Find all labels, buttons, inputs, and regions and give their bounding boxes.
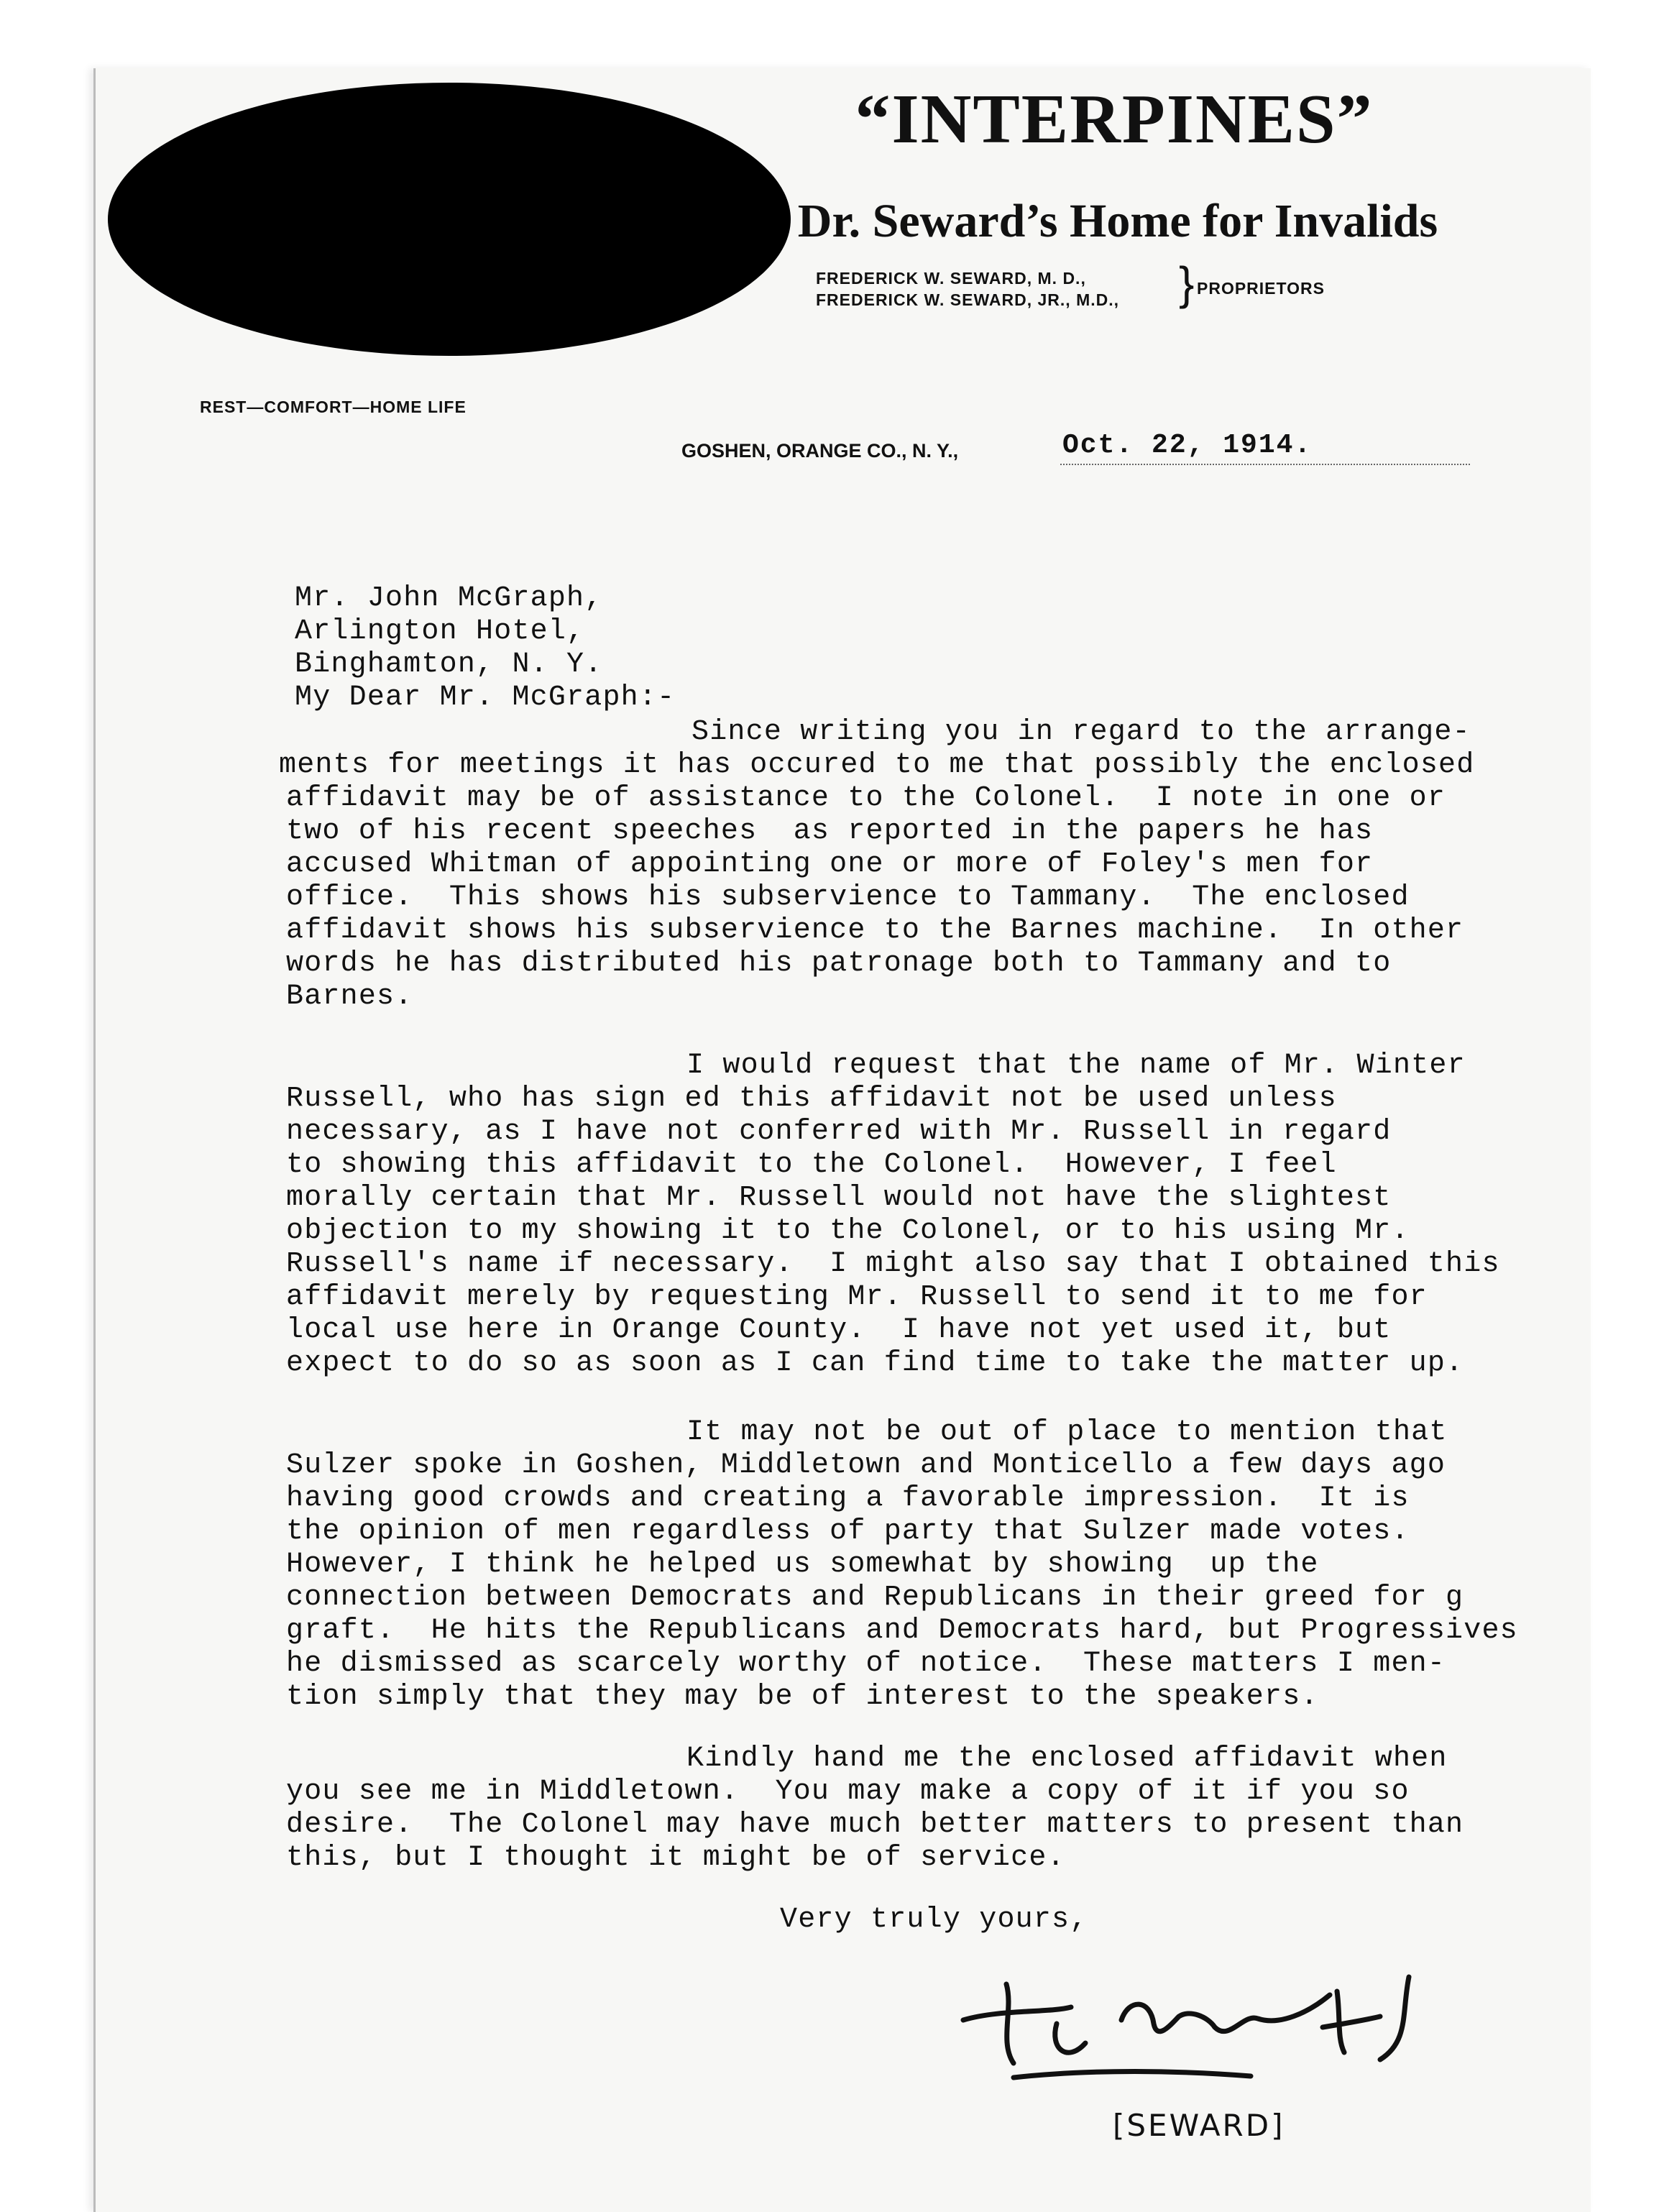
motto: REST—COMFORT—HOME LIFE (200, 398, 467, 416)
body-line: affidavit merely by requesting Mr. Russell to send it to me for (286, 1281, 1428, 1313)
signature-caption: [SEWARD] (1113, 2108, 1285, 2143)
redaction-blot (108, 83, 791, 356)
body-line: Kindly hand me the enclosed affidavit when (686, 1743, 1448, 1775)
body-line: morally certain that Mr. Russell would not have the slightest (286, 1182, 1392, 1214)
body-line: tion simply that they may be of interest to the speakers. (286, 1681, 1319, 1713)
body-line: Since writing you in regard to the arrange- (692, 716, 1471, 748)
body-line: objection to my showing it to the Colonel, or to his using Mr. (286, 1215, 1410, 1247)
salutation: My Dear Mr. McGraph:- (295, 682, 676, 714)
body-line: two of his recent speeches as reported in the papers he has (286, 815, 1374, 848)
body-line: affidavit may be of assistance to the Colonel. I note in one or (286, 782, 1446, 814)
date-underline (1060, 464, 1470, 465)
signature (906, 1955, 1466, 2114)
closing: Very truly yours, (780, 1904, 1088, 1936)
body-line: Russell's name if necessary. I might also say that I obtained this (286, 1248, 1500, 1280)
brace-glyph: } (1179, 257, 1195, 309)
address-line: Arlington Hotel, (295, 615, 585, 648)
proprietor-2: FREDERICK W. SEWARD, JR., M.D., (816, 290, 1120, 309)
body-line: words he has distributed his patronage both to Tammany and to (286, 947, 1392, 980)
body-line: to showing this affidavit to the Colonel. However, I feel (286, 1149, 1337, 1181)
proprietor-1: FREDERICK W. SEWARD, M. D., (816, 269, 1086, 288)
body-line: accused Whitman of appointing one or more of Foley's men for (286, 848, 1374, 881)
body-line: It may not be out of place to mention that (686, 1416, 1448, 1449)
body-line: having good crowds and creating a favorable impression. It is (286, 1482, 1410, 1515)
body-line: graft. He hits the Republicans and Democrats hard, but Progressives (286, 1615, 1518, 1647)
body-line: Russell, who has sign ed this affidavit not be used unless (286, 1083, 1337, 1115)
letterhead-subtitle: Dr. Seward’s Home for Invalids (797, 195, 1438, 247)
body-line: local use here in Orange County. I have not yet used it, but (286, 1314, 1392, 1346)
body-line: desire. The Colonel may have much better matters to present than (286, 1809, 1464, 1841)
proprietor-names (816, 267, 1119, 311)
body-line: you see me in Middletown. You may make a copy of it if you so (286, 1776, 1410, 1808)
body-line: he dismissed as scarcely worthy of notice. These matters I men- (286, 1648, 1446, 1680)
body-line: this, but I thought it might be of service. (286, 1842, 1065, 1874)
body-line: necessary, as I have not conferred with Mr. Russell in regard (286, 1116, 1392, 1148)
proprietors-label: PROPRIETORS (1197, 279, 1325, 298)
place-line: GOSHEN, ORANGE CO., N. Y., (681, 440, 959, 462)
address-line: Mr. John McGraph, (295, 582, 603, 615)
body-line: affidavit shows his subservience to the Barnes machine. In other (286, 914, 1464, 947)
letter-date: Oct. 22, 1914. (1062, 430, 1313, 461)
address-line: Binghamton, N. Y. (295, 648, 603, 681)
body-line: the opinion of men regardless of party that Sulzer made votes. (286, 1515, 1410, 1548)
body-line: Barnes. (286, 981, 413, 1013)
body-line: office. This shows his subservience to Tammany. The enclosed (286, 881, 1410, 914)
body-line: ments for meetings it has occured to me that possibly the enclosed (279, 749, 1475, 781)
body-line: However, I think he helped us somewhat by showing up the (286, 1548, 1319, 1581)
body-line: connection between Democrats and Republicans in their greed for g (286, 1582, 1464, 1614)
body-line: Sulzer spoke in Goshen, Middletown and Monticello a few days ago (286, 1449, 1446, 1482)
body-line: I would request that the name of Mr. Winter (686, 1050, 1466, 1082)
body-line: expect to do so as soon as I can find time to take the matter up. (286, 1347, 1464, 1380)
letterhead-title: “INTERPINES” (855, 81, 1374, 158)
